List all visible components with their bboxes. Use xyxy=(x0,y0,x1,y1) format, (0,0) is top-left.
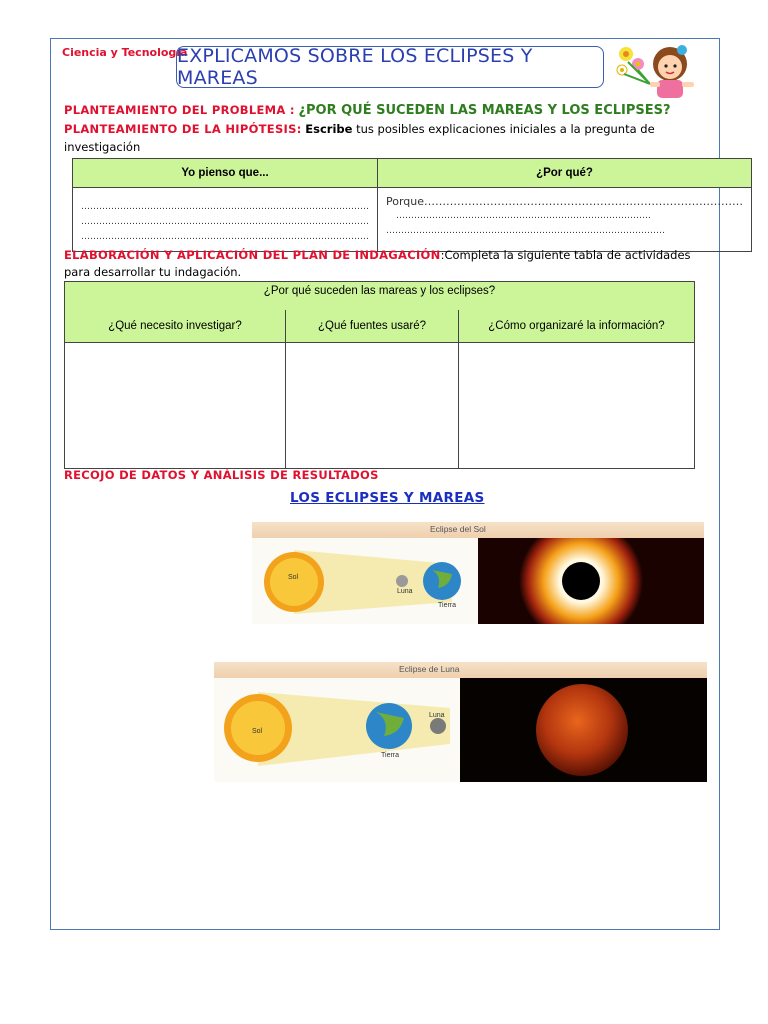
lunar-eclipse-photo xyxy=(460,678,707,782)
hypothesis-row xyxy=(64,122,655,136)
solar-eclipse-figure xyxy=(252,522,704,624)
problem-question: ¿POR QUÉ SUCEDEN LAS MAREAS Y LOS ECLIPSES? xyxy=(298,103,671,118)
solar-caption: Eclipse del Sol xyxy=(430,524,486,534)
hypothesis-col-think: Yo pienso que... xyxy=(73,159,378,188)
hypothesis-instruction-bold: Escribe xyxy=(305,122,353,136)
sun-label: Sol xyxy=(252,728,263,735)
plan-label: ELABORACIÓN Y APLICACIÓN DEL PLAN DE INDAGACIÓN xyxy=(64,248,441,262)
lunar-eclipse-diagram xyxy=(214,678,460,782)
earth-label: Tierra xyxy=(381,752,400,759)
solar-caption-bar xyxy=(252,522,704,538)
plan-table-title: ¿Por qué suceden las mareas y los eclipses? xyxy=(65,282,695,311)
hypothesis-answer-cell[interactable] xyxy=(73,188,378,252)
hypothesis-reason-cell[interactable] xyxy=(378,188,752,252)
moon-label: Luna xyxy=(397,588,413,595)
plan-row xyxy=(64,248,691,262)
subject-label: Ciencia y Tecnología xyxy=(62,46,188,59)
problem-row xyxy=(64,103,671,118)
earth-label: Tierra xyxy=(438,602,457,609)
plan-instruction: :Completa la siguiente tabla de actividades xyxy=(440,248,691,262)
reason-line: ………………………………………………………………………………… xyxy=(386,226,665,236)
plan-col-sources: ¿Qué fuentes usaré? xyxy=(286,310,459,343)
page-title: EXPLICAMOS SOBRE LOS ECLIPSES Y MAREAS xyxy=(176,46,604,88)
solar-eclipse-photo xyxy=(478,538,704,624)
plan-col-organize: ¿Cómo organizaré la información? xyxy=(459,310,695,343)
plan-sources-cell[interactable] xyxy=(286,343,459,469)
reason-line: …………………………………………………………………………. xyxy=(396,211,651,221)
problem-label: PLANTEAMIENTO DEL PROBLEMA : xyxy=(64,103,295,117)
plan-col-investigate: ¿Qué necesito investigar? xyxy=(65,310,286,343)
answer-line: …………………………………………………………………………………… xyxy=(81,202,369,212)
answer-line: …………………………………………………………………………………… xyxy=(81,217,369,227)
results-label: RECOJO DE DATOS Y ANÁLISIS DE RESULTADOS xyxy=(64,468,379,482)
hypothesis-col-why: ¿Por qué? xyxy=(378,159,752,188)
lunar-caption-bar xyxy=(214,662,707,678)
moon-label: Luna xyxy=(429,712,445,719)
plan-investigate-cell[interactable] xyxy=(65,343,286,469)
hypothesis-instruction: tus posibles explicaciones iniciales a la pregunta de xyxy=(356,122,655,136)
solar-eclipse-diagram xyxy=(252,538,478,624)
lunar-caption: Eclipse de Luna xyxy=(399,664,460,674)
plan-organize-cell[interactable] xyxy=(459,343,695,469)
hypothesis-label: PLANTEAMIENTO DE LA HIPÓTESIS: xyxy=(64,122,302,136)
girl-with-flowers-illustration xyxy=(612,40,702,102)
section-title: LOS ECLIPSES Y MAREAS xyxy=(290,490,485,506)
hypothesis-table xyxy=(72,158,752,252)
answer-line: …………………………………………………………………………………… xyxy=(81,232,369,242)
lunar-eclipse-figure xyxy=(214,662,707,782)
sun-label: Sol xyxy=(288,574,299,581)
plan-instruction-cont: para desarrollar tu indagación. xyxy=(64,265,242,279)
reason-line: Porque…………………………………………………………………………… xyxy=(386,195,744,208)
plan-table xyxy=(64,281,695,469)
hypothesis-instruction-cont: investigación xyxy=(64,140,141,154)
